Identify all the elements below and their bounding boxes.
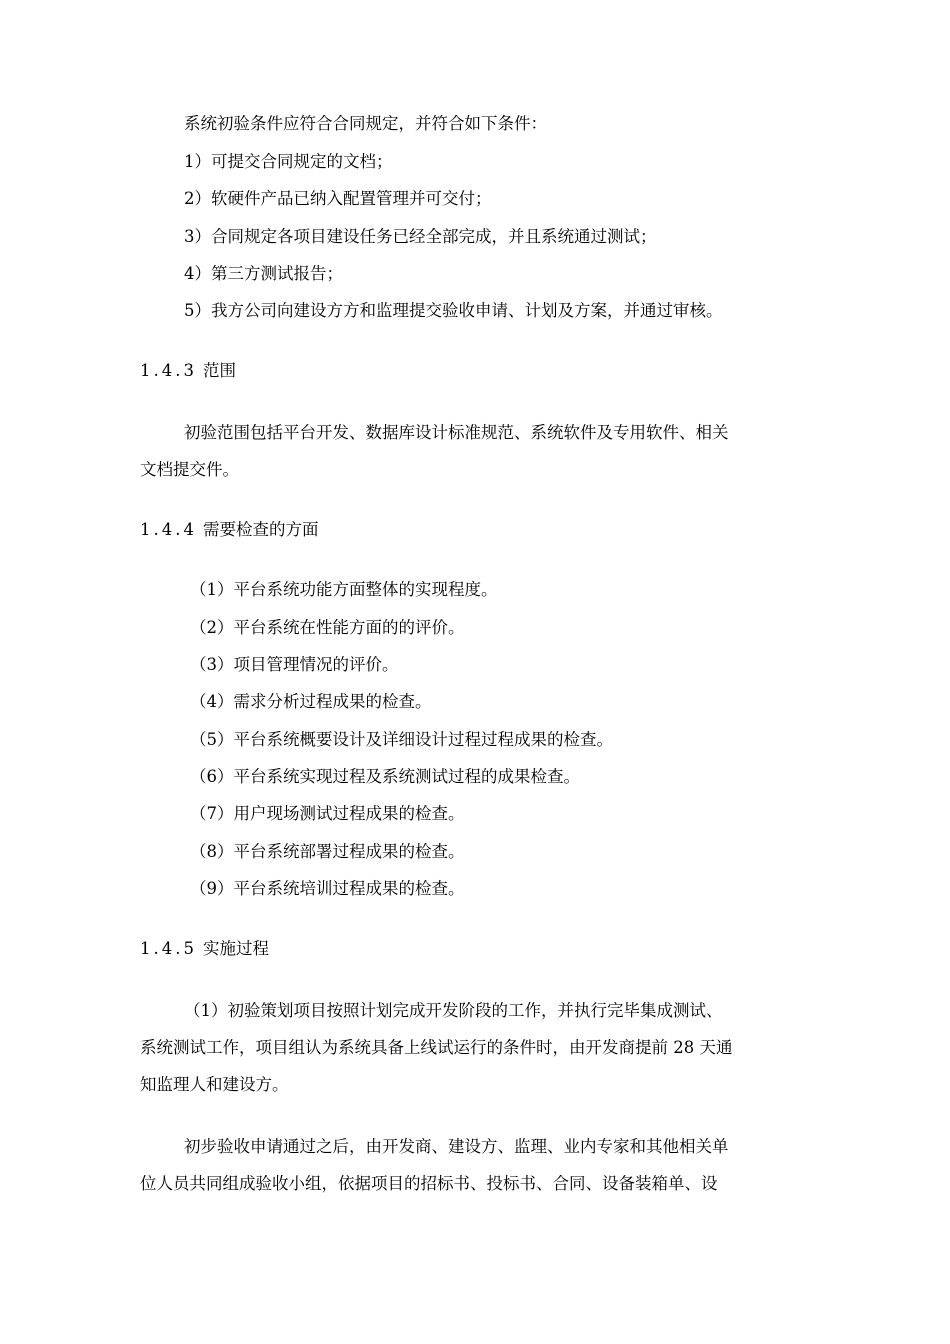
section-number: 1.4.5: [140, 939, 197, 958]
section-number: 1.4.4: [140, 520, 197, 539]
section-number: 1.4.3: [140, 361, 197, 380]
condition-2: 2）软硬件产品已纳入配置管理并可交付；: [184, 189, 492, 208]
check-item-7: （7）用户现场测试过程成果的检查。: [190, 804, 465, 823]
process-paragraph-2-line-2: 位人员共同组成验收小组，依据项目的招标书、投标书、合同、设备装箱单、设: [140, 1174, 718, 1193]
process-paragraph-2-line-1: 初步验收申请通过之后，由开发商、建设方、监理、业内专家和其他相关单: [184, 1137, 729, 1156]
check-item-9: （9）平台系统培训过程成果的检查。: [190, 879, 465, 898]
scope-paragraph-line-1: 初验范围包括平台开发、数据库设计标准规范、系统软件及专用软件、相关: [184, 423, 729, 442]
scope-paragraph-line-2: 文档提交件。: [140, 460, 239, 479]
process-paragraph-1-line-2: 系统测试工作，项目组认为系统具备上线试运行的条件时，由开发商提前 28 天通: [140, 1038, 733, 1057]
section-title: 范围: [202, 361, 236, 380]
check-item-4: （4）需求分析过程成果的检查。: [190, 692, 432, 711]
section-heading-144: [140, 520, 318, 540]
section-heading-143: [140, 361, 236, 381]
condition-1: 1）可提交合同规定的文档；: [184, 152, 393, 171]
condition-3: 3）合同规定各项目建设任务已经全部完成，并且系统通过测试；: [184, 227, 657, 246]
condition-4: 4）第三方测试报告；: [184, 264, 343, 283]
process-paragraph-1-line-3: 知监理人和建设方。: [140, 1075, 289, 1094]
check-item-8: （8）平台系统部署过程成果的检查。: [190, 842, 465, 861]
section-title: 实施过程: [202, 939, 269, 958]
process-paragraph-1-line-1: （1）初验策划项目按照计划完成开发阶段的工作，并执行完毕集成测试、: [184, 1001, 723, 1020]
intro-lead: 系统初验条件应符合合同规定，并符合如下条件：: [184, 114, 547, 133]
condition-5: 5）我方公司向建设方方和监理提交验收申请、计划及方案，并通过审核。: [184, 301, 723, 320]
check-item-1: （1）平台系统功能方面整体的实现程度。: [190, 580, 498, 599]
section-heading-145: [140, 939, 269, 959]
section-title: 需要检查的方面: [202, 520, 319, 539]
check-item-2: （2）平台系统在性能方面的的评价。: [190, 618, 465, 637]
check-item-6: （6）平台系统实现过程及系统测试过程的成果检查。: [190, 767, 580, 786]
check-item-5: （5）平台系统概要设计及详细设计过程过程成果的检查。: [190, 730, 613, 749]
check-item-3: （3）项目管理情况的评价。: [190, 655, 399, 674]
